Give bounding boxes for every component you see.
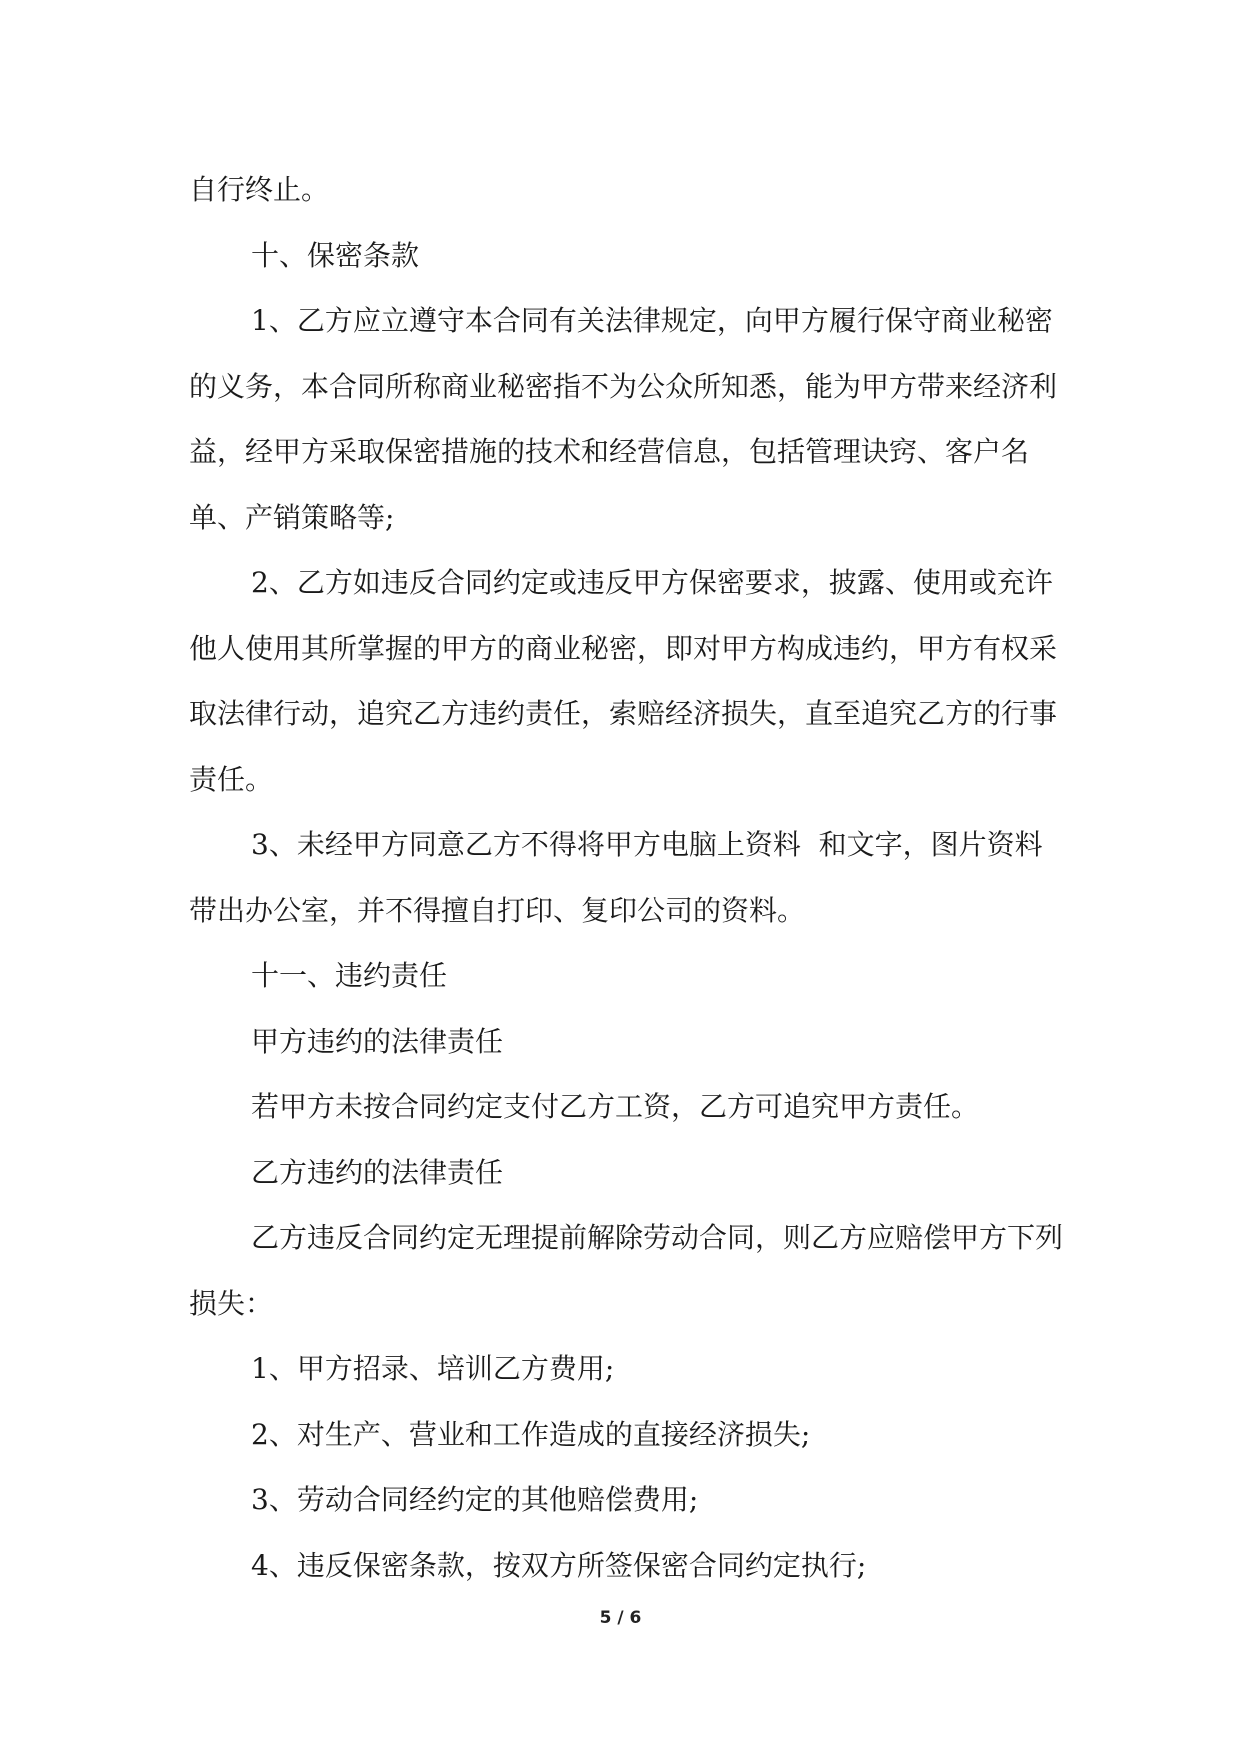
page-number: 5 / 6 xyxy=(599,1608,642,1628)
list-item-loss-2: 2、对生产、营业和工作造成的直接经济损失; xyxy=(251,1417,811,1451)
paragraph-party-a-liability: 若甲方未按合同约定支付乙方工资，乙方可追究甲方责任。 xyxy=(251,1090,980,1123)
list-item-loss-3: 3、劳动合同经约定的其他赔偿费用; xyxy=(251,1483,699,1516)
document-body xyxy=(189,157,1069,1598)
list-item-loss-4: 4、违反保密条款，按双方所签保密合同约定执行; xyxy=(251,1548,867,1582)
section-heading-confidentiality: 十、保密条款 xyxy=(251,238,420,272)
paragraph-confidentiality-clause-2: 2、乙方如违反合同约定或违反甲方保密要求，披露、使用或充许他人使用其所掌握的甲方的商业秘密，即对甲方构成违约，甲方有权采取法律行动，追究乙方违约责任，索赔经济损失，直至追究乙方的行事责任。 xyxy=(189,566,1058,796)
subheading-party-b-liability: 乙方违约的法律责任 xyxy=(251,1155,504,1189)
paragraph-party-b-liability: 乙方违反合同约定无理提前解除劳动合同，则乙方应赔偿甲方下列损失： xyxy=(189,1221,1064,1320)
list-item-loss-1: 1、甲方招录、培训乙方费用; xyxy=(251,1352,615,1385)
section-heading-liability: 十一、违约责任 xyxy=(251,959,448,992)
paragraph-confidentiality-clause-3: 3、未经甲方同意乙方不得将甲方电脑上资料 和文字，图片资料带出办公室，并不得擅自打印、复印公司的资料。 xyxy=(189,828,1043,927)
paragraph-continuation: 自行终止。 xyxy=(189,173,330,206)
paragraph-confidentiality-clause-1: 1、乙方应立遵守本合同有关法律规定，向甲方履行保守商业秘密的义务，本合同所称商业秘密指不为公众所知悉，能为甲方带来经济利益，经甲方采取保密措施的技术和经营信息，包括管理诀窍、客户名单、产销策略等; xyxy=(189,304,1058,534)
subheading-party-a-liability: 甲方违约的法律责任 xyxy=(251,1024,504,1058)
